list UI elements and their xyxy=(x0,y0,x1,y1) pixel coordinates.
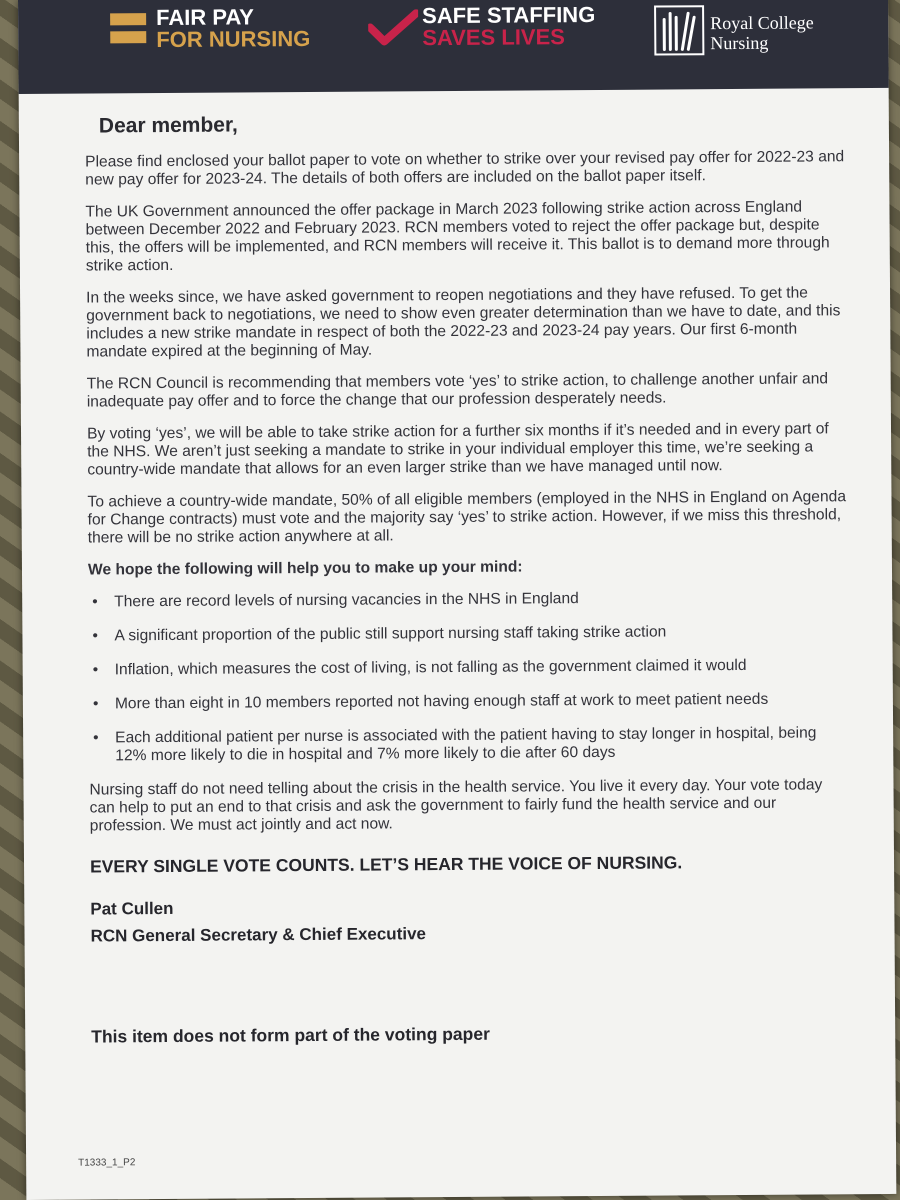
paragraph: In the weeks since, we have asked government to reopen negotiations and they have refused. To get the government back to negotiations, we need to show even greater determination than we have to date, and this includes a new strike mandate in respect of both the 2022-23 and 2023-24 pay years. Our first 6-month mandate expired at the beginning of May. xyxy=(86,284,841,361)
rcn-logo xyxy=(648,0,848,61)
list-item xyxy=(89,724,849,765)
bullet-icon: • xyxy=(92,661,99,679)
rcn-hands-icon xyxy=(652,3,706,57)
bullet-icon: • xyxy=(92,593,98,611)
greeting: Dear member, xyxy=(98,113,238,138)
paragraph: The RCN Council is recommending that members vote ‘yes’ to strike action, to challenge another unfair and inadequate pay offer and to force the change that our profession desperately needs. xyxy=(86,370,829,411)
list-item-text: A significant proportion of the public still support nursing staff taking strike action xyxy=(114,623,667,645)
paragraph: The UK Government announced the offer package in March 2023 following strike action across England between December 2022 and February 2023. RCN members voted to reject the offer package but, despite this, the offers will be implemented, and RCN members will receive it. This ballot is to demand more through strike action. xyxy=(85,198,830,275)
list-item xyxy=(89,656,849,679)
call-to-action-heading: EVERY SINGLE VOTE COUNTS. LET’S HEAR THE VOICE OF NURSING. xyxy=(89,852,683,877)
campaign-banner xyxy=(18,0,889,94)
letter-sheet xyxy=(18,0,896,1200)
rcn-logo-line2: Nursing xyxy=(710,32,769,54)
bullet-icon: • xyxy=(92,627,98,645)
fair-pay-line1: FAIR PAY xyxy=(156,4,255,31)
list-item xyxy=(88,588,848,611)
signatory-title: RCN General Secretary & Chief Executive xyxy=(90,924,427,946)
checkmark-icon xyxy=(368,9,418,45)
rcn-logo-line1: Royal College xyxy=(710,12,814,34)
paragraph: Please find enclosed your ballot paper to vote on whether to strike over your revised pay offer for 2022-23 and new pay offer for 2023-24. The details of both offers are included on the ballot paper itself. xyxy=(85,148,845,189)
bullet-icon: • xyxy=(92,695,99,713)
letter-body xyxy=(85,104,852,1045)
list-item xyxy=(88,622,848,645)
fair-pay-line2: FOR NURSING xyxy=(156,25,311,53)
list-item-text: More than eight in 10 members reported not having enough staff at work to meet patient needs xyxy=(114,690,769,713)
safe-staffing-line2: SAVES LIVES xyxy=(422,24,565,51)
closing-paragraph: Nursing staff do not need telling about the crisis in the health service. You live it every day. Your vote today can help to put an end to that crisis and ask the government to fairly fund the health service and our profession. We must act jointly and act now. xyxy=(89,776,823,835)
signature-block xyxy=(90,890,850,949)
paragraph: By voting ‘yes’, we will be able to take strike action for a further six months if it’s needed and in every part of the NHS. We aren’t just seeking a mandate to strike in your individual employer this time, we’re seeking a country-wide mandate that allows for an even larger strike than we have managed until now. xyxy=(86,420,829,479)
bullets-heading: We hope the following will help you to make up your mind: xyxy=(87,558,523,579)
bullet-icon: • xyxy=(93,729,99,747)
list-item-text: Inflation, which measures the cost of living, is not falling as the government claimed it would xyxy=(114,656,747,679)
paragraph: To achieve a country-wide mandate, 50% of all eligible members (employed in the NHS in England on Agenda for Change contracts) must vote and the majority say ‘yes’ to strike action. However, if we miss this threshold, there will be no strike action anywhere at all. xyxy=(87,488,847,547)
document-reference: T1333_1_P2 xyxy=(78,1157,136,1169)
reasons-list xyxy=(88,588,849,765)
signatory-name: Pat Cullen xyxy=(90,898,174,919)
list-item-text: Each additional patient per nurse is associated with the patient having to stay longer in hospital, being 12% more likely to die in hospital and 7% more likely to die after 60 days xyxy=(115,724,817,765)
fair-pay-bars-icon xyxy=(110,13,146,45)
safe-staffing-logo xyxy=(348,1,628,51)
list-item-text: There are record levels of nursing vacancies in the NHS in England xyxy=(114,590,579,611)
voting-paper-notice: This item does not form part of the voting paper xyxy=(91,1023,490,1047)
list-item xyxy=(89,690,849,713)
safe-staffing-line1: SAFE STAFFING xyxy=(422,1,596,29)
fair-pay-logo xyxy=(110,6,370,52)
